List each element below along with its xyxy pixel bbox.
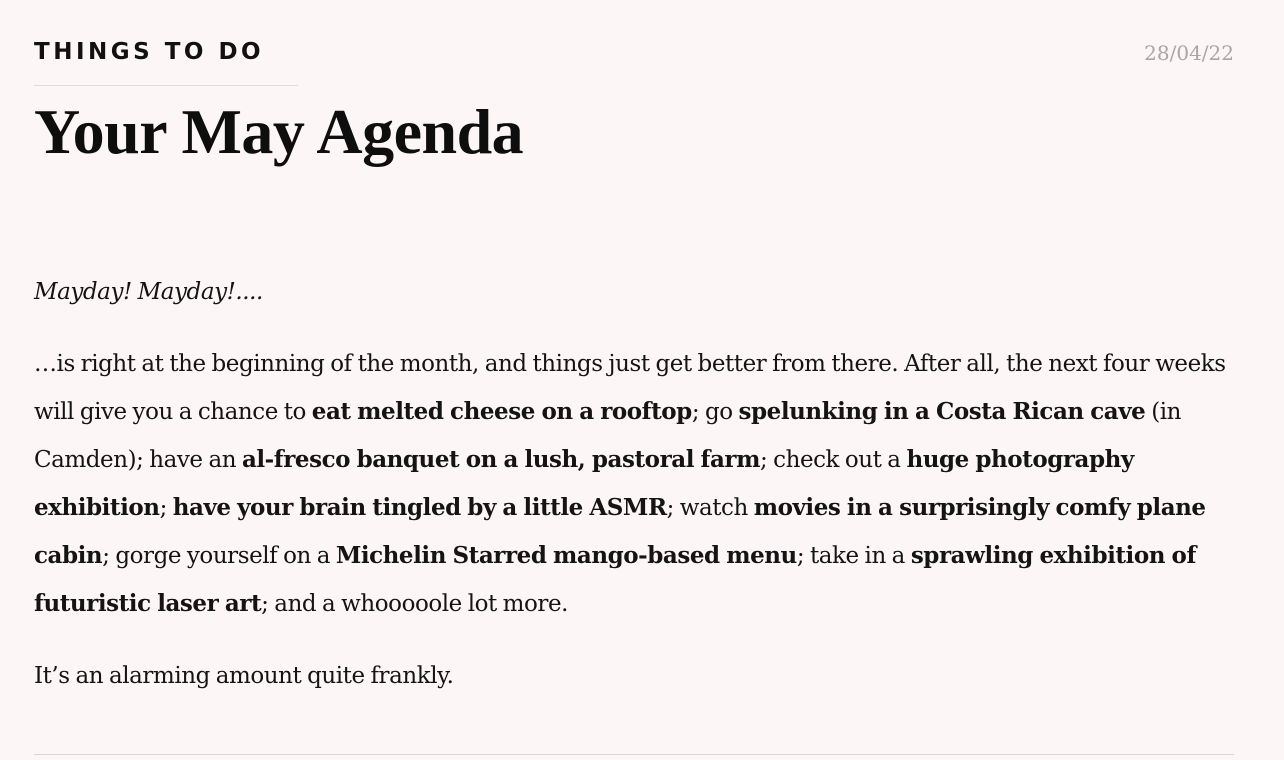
event-highlight-link[interactable]: movies in a surprisingly comfy plane cabin bbox=[34, 494, 1206, 569]
publish-date: 28/04/22 bbox=[1144, 41, 1234, 65]
category-label[interactable]: THINGS TO DO bbox=[34, 39, 265, 65]
event-highlight-link[interactable]: huge photography exhibition bbox=[34, 446, 1134, 521]
event-highlight-link[interactable]: eat melted cheese on a rooftop bbox=[311, 398, 692, 425]
body-text-segment: ; take in a bbox=[796, 543, 911, 569]
body-text-segment: ; go bbox=[691, 399, 739, 425]
body-text-segment: ; check out a bbox=[760, 447, 907, 473]
article-title: Your May Agenda bbox=[34, 96, 524, 167]
article-body bbox=[34, 268, 1240, 700]
body-text-segment: ; watch bbox=[666, 495, 754, 521]
intro-paragraph: Mayday! Mayday!.... bbox=[34, 279, 263, 305]
closing-paragraph: It’s an alarming amount quite frankly. bbox=[34, 663, 454, 689]
event-highlight-link[interactable]: al-fresco banquet on a lush, pastoral farm bbox=[241, 446, 760, 473]
event-highlight-link[interactable]: Michelin Starred mango-based menu bbox=[335, 542, 797, 569]
body-text-segment: ; gorge yourself on a bbox=[102, 543, 336, 569]
body-text-segment: (in Camden); have an bbox=[34, 399, 1182, 473]
body-text-segment: ; and a whooooole lot more. bbox=[261, 591, 568, 617]
event-highlight-link[interactable]: have your brain tingled by a little ASMR bbox=[172, 494, 667, 521]
category-divider bbox=[34, 85, 298, 86]
main-paragraph bbox=[34, 340, 1240, 628]
section-divider bbox=[34, 754, 1234, 755]
event-highlight-link[interactable]: sprawling exhibition of futuristic laser art bbox=[34, 542, 1196, 617]
body-text-segment: ; bbox=[159, 495, 173, 521]
body-text-segment: …is right at the beginning of the month, and things just get better from there. After all, the next four weeks will give you a chance to bbox=[34, 351, 1226, 425]
event-highlight-link[interactable]: spelunking in a Costa Rican cave bbox=[738, 398, 1146, 425]
